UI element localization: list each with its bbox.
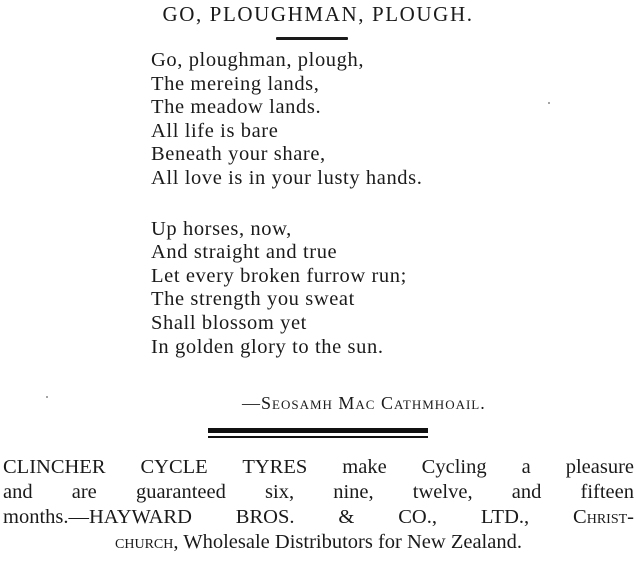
title-rule xyxy=(276,37,348,40)
poem-line: Beneath your share, xyxy=(151,143,326,166)
advert-line-3-text: months.—HAYWARD BROS. & CO., LTD., xyxy=(3,506,574,528)
paper-speck xyxy=(46,396,48,398)
section-divider xyxy=(208,428,428,438)
advertisement xyxy=(3,455,634,555)
poem-line: The strength you sweat xyxy=(151,288,355,311)
advert-line-2: and are guaranteed six, nine, twelve, and fifteen xyxy=(3,481,634,503)
poem-line: And straight and true xyxy=(151,241,338,264)
poem-line: All life is bare xyxy=(151,119,279,142)
poem-line: Go, ploughman, plough, xyxy=(151,49,365,71)
advert-line-1-text: make Cycling a pleasure xyxy=(307,456,634,478)
poem-line: The mereing lands, xyxy=(151,72,320,95)
poem-line: Let every broken furrow run; xyxy=(151,264,407,287)
advert-city-part-1: Christ- xyxy=(573,506,634,528)
poem-attribution: —Seosamh Mac Cathmhoail. xyxy=(242,393,486,413)
paper-speck xyxy=(548,102,550,104)
poem-line: Shall blossom yet xyxy=(151,311,307,334)
divider-thick-line xyxy=(208,428,428,433)
advert-product-name: CLINCHER CYCLE TYRES xyxy=(3,456,308,478)
poem-line: All love is in your lusty hands. xyxy=(151,166,423,189)
poem-title: GO, PLOUGHMAN, PLOUGH. xyxy=(162,2,474,26)
advert-line-4 xyxy=(3,530,634,555)
advert-line-3 xyxy=(3,505,634,530)
advert-city-part-2: church xyxy=(115,531,174,553)
divider-thin-line xyxy=(208,436,428,438)
stanza-2 xyxy=(151,218,422,360)
advert-line-1 xyxy=(3,455,634,480)
stanza-1 xyxy=(151,49,422,191)
advert-line-4-text: , Wholesale Distributors for New Zealand. xyxy=(173,531,522,553)
poem-line: The meadow lands. xyxy=(151,96,322,119)
poem-line: Up horses, now, xyxy=(151,217,292,240)
poem-body xyxy=(151,49,422,359)
poem-line: In golden glory to the sun. xyxy=(151,335,384,358)
